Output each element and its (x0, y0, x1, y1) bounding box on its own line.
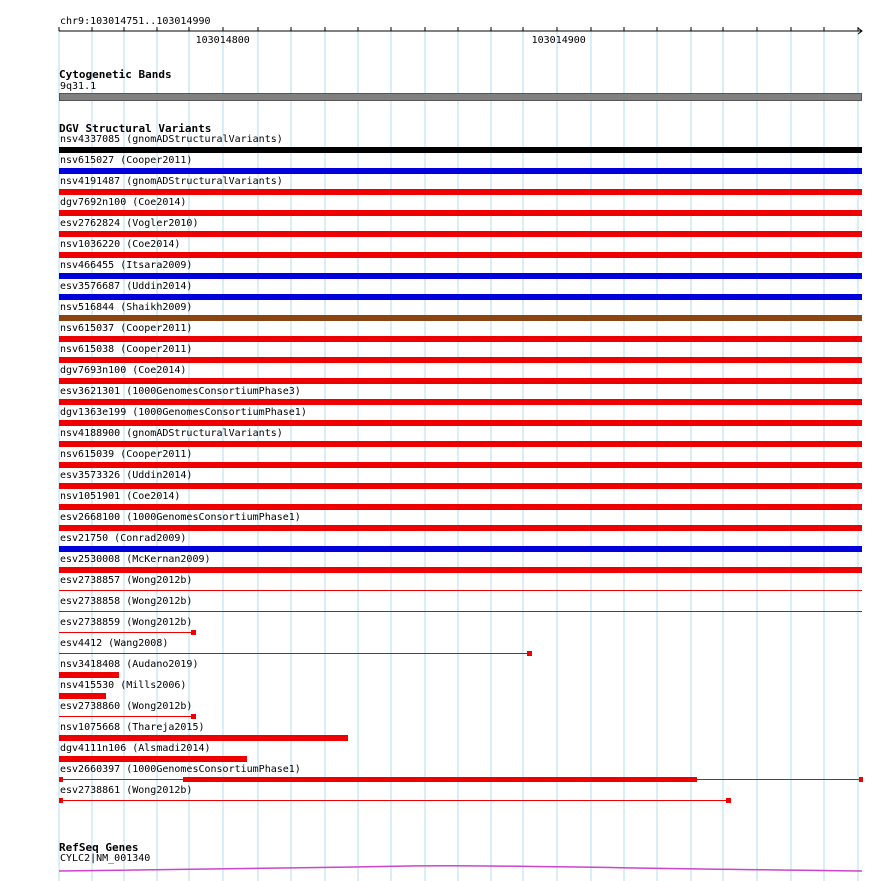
variant-label: nsv466455 (Itsara2009) (60, 260, 193, 271)
variant-bar[interactable] (59, 147, 862, 153)
variant-label: dgv7693n100 (Coe2014) (60, 365, 187, 376)
variant-label: esv2738859 (Wong2012b) (60, 617, 193, 628)
variant-label: esv21750 (Conrad2009) (60, 533, 187, 544)
variant-bar[interactable] (59, 399, 862, 405)
variant-label: esv2530008 (McKernan2009) (60, 554, 211, 565)
variant-label: esv2738861 (Wong2012b) (60, 785, 193, 796)
variant-bar[interactable] (59, 189, 862, 195)
variant-bar[interactable] (59, 735, 348, 741)
variant-bar[interactable] (59, 567, 862, 573)
cytoband-track-title[interactable]: Cytogenetic Bands (59, 68, 172, 81)
variant-bar[interactable] (59, 693, 106, 699)
variant-label: esv2738860 (Wong2012b) (60, 701, 193, 712)
refseq-gene-label: CYLC2|NM_001340 (60, 853, 151, 864)
variant-label: esv2668100 (1000GenomesConsortiumPhase1) (60, 512, 301, 523)
variant-bar[interactable] (59, 756, 247, 762)
variant-label: dgv1363e199 (1000GenomesConsortiumPhase1) (60, 407, 307, 418)
variant-label: esv4412 (Wang2008) (60, 638, 169, 649)
variant-bar[interactable] (59, 210, 862, 216)
variant-label: nsv1075668 (Thareja2015) (60, 722, 205, 733)
variant-bar[interactable] (59, 483, 862, 489)
variant-bar[interactable] (59, 441, 862, 447)
ruler-tick-label: 103014800 (195, 35, 250, 46)
variant-bar[interactable] (59, 672, 119, 678)
variant-bar[interactable] (59, 420, 862, 426)
variant-bar[interactable] (183, 777, 697, 782)
cytoband-label: 9q31.1 (60, 81, 97, 92)
variant-label: nsv3418408 (Audano2019) (60, 659, 199, 670)
variant-label: esv2738858 (Wong2012b) (60, 596, 193, 607)
variant-endcap[interactable] (191, 630, 196, 635)
variant-line[interactable] (59, 800, 728, 801)
variant-label: nsv415530 (Mills2006) (60, 680, 187, 691)
variant-label: esv3621301 (1000GenomesConsortiumPhase3) (60, 386, 301, 397)
region-label: chr9:103014751..103014990 (60, 16, 211, 27)
variant-bar[interactable] (59, 357, 862, 363)
ruler-tick-label: 103014900 (531, 35, 586, 46)
variant-label: esv3576687 (Uddin2014) (60, 281, 193, 292)
variant-bar[interactable] (59, 336, 862, 342)
variant-bar[interactable] (59, 273, 862, 279)
variant-label: nsv615037 (Cooper2011) (60, 323, 193, 334)
refseq-gene-line (59, 866, 862, 871)
variant-bar[interactable] (59, 231, 862, 237)
variant-label: esv2660397 (1000GenomesConsortiumPhase1) (60, 764, 301, 775)
variant-label: nsv1051901 (Coe2014) (60, 491, 181, 502)
variant-bar[interactable] (59, 378, 862, 384)
cytoband-bar[interactable] (59, 93, 862, 101)
variant-label: nsv615027 (Cooper2011) (60, 155, 193, 166)
variant-endcap[interactable] (59, 798, 63, 803)
variant-label: nsv1036220 (Coe2014) (60, 239, 181, 250)
variant-endcap[interactable] (191, 714, 196, 719)
variant-label: esv3573326 (Uddin2014) (60, 470, 193, 481)
variant-endcap[interactable] (59, 777, 63, 782)
variant-label: nsv615038 (Cooper2011) (60, 344, 193, 355)
variant-bar[interactable] (59, 462, 862, 468)
variant-bar[interactable] (59, 294, 862, 300)
variant-line[interactable] (59, 716, 193, 717)
variant-endcap[interactable] (726, 798, 731, 803)
dgv-track-title[interactable]: DGV Structural Variants (59, 122, 212, 135)
variant-line[interactable] (59, 653, 529, 654)
variant-bar[interactable] (59, 504, 862, 510)
variant-label: nsv615039 (Cooper2011) (60, 449, 193, 460)
variant-line[interactable] (59, 590, 862, 591)
variant-endcap[interactable] (527, 651, 532, 656)
variant-bar[interactable] (59, 168, 862, 174)
variant-bar[interactable] (59, 252, 862, 258)
refseq-gene-feature[interactable] (0, 860, 890, 881)
variant-label: dgv7692n100 (Coe2014) (60, 197, 187, 208)
variant-bar[interactable] (59, 525, 862, 531)
variant-label: nsv4337085 (gnomADStructuralVariants) (60, 134, 283, 145)
variant-label: nsv4188900 (gnomADStructuralVariants) (60, 428, 283, 439)
variant-endcap[interactable] (859, 777, 863, 782)
variant-label: nsv516844 (Shaikh2009) (60, 302, 193, 313)
variant-bar[interactable] (59, 315, 862, 321)
variant-label: nsv4191487 (gnomADStructuralVariants) (60, 176, 283, 187)
refseq-track-title[interactable]: RefSeq Genes (59, 841, 139, 854)
variant-bar[interactable] (59, 546, 862, 552)
variant-label: esv2762824 (Vogler2010) (60, 218, 199, 229)
variant-label: esv2738857 (Wong2012b) (60, 575, 193, 586)
variant-label: dgv4111n106 (Alsmadi2014) (60, 743, 211, 754)
variant-line[interactable] (59, 632, 193, 633)
variant-line[interactable] (59, 611, 862, 612)
